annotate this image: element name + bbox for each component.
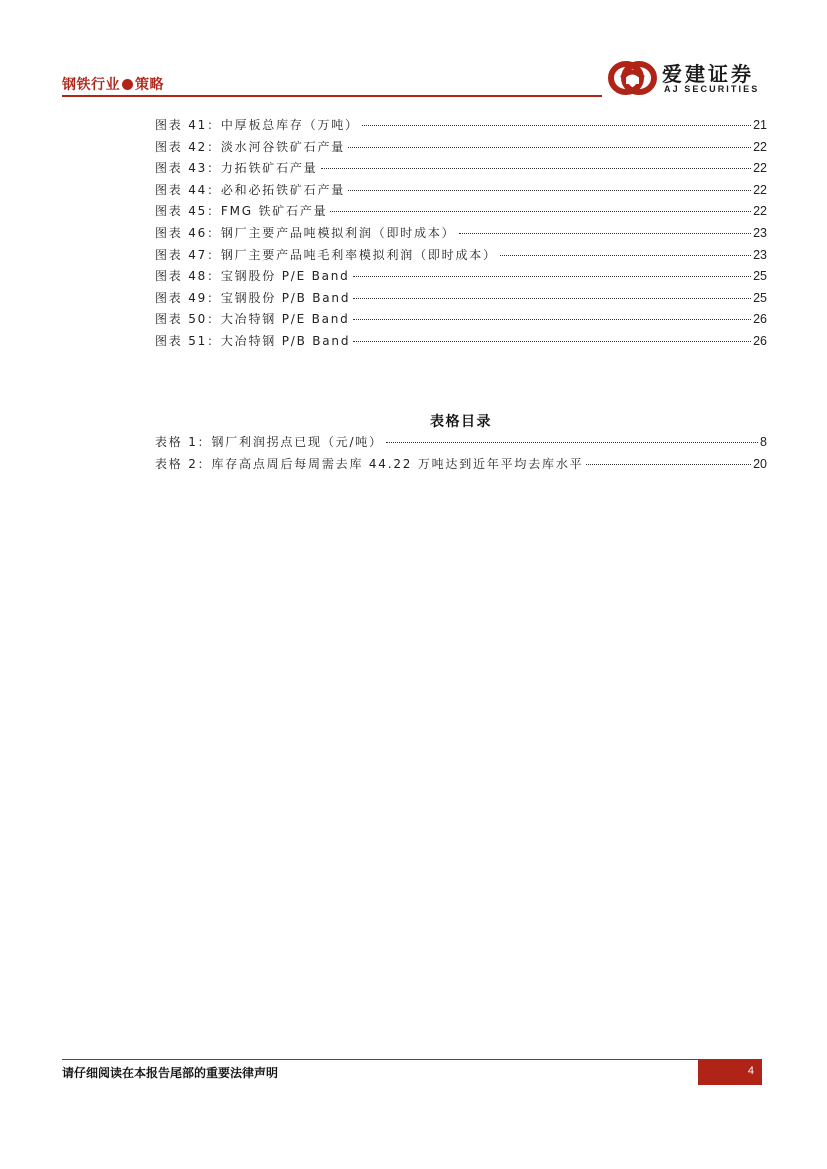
toc-entry[interactable]	[155, 159, 767, 181]
aj-logo-mark-icon	[608, 58, 658, 98]
toc-entry-page: 23	[753, 225, 767, 240]
toc-entry[interactable]	[155, 433, 767, 455]
toc-entry-label: 图表 44：必和必拓铁矿石产量	[155, 182, 346, 197]
toc-dot-leader	[353, 341, 751, 342]
footer-disclaimer: 请仔细阅读在本报告尾部的重要法律声明	[62, 1066, 279, 1080]
footer-divider	[62, 1059, 762, 1060]
toc-entry-label: 图表 51：大冶特钢 P/B Band	[155, 333, 351, 348]
toc-dot-leader	[353, 319, 752, 320]
toc-entry-page: 22	[753, 204, 767, 219]
toc-dot-leader	[386, 442, 758, 443]
company-logo	[608, 58, 768, 98]
toc-dot-leader	[348, 190, 751, 191]
toc-entry[interactable]	[155, 116, 767, 138]
toc-dot-leader	[362, 125, 751, 126]
toc-entry-page: 20	[753, 456, 767, 471]
toc-dot-leader	[348, 147, 751, 148]
toc-entry-label: 图表 46：钢厂主要产品吨模拟利润（即时成本）	[155, 225, 456, 240]
toc-entry[interactable]	[155, 181, 767, 203]
toc-entry[interactable]	[155, 332, 767, 354]
toc-entry-label: 表格 2：库存高点周后每周需去库 44.22 万吨达到近年平均去库水平	[155, 456, 584, 471]
toc-entry-page: 21	[753, 118, 767, 132]
toc-entry[interactable]	[155, 267, 767, 289]
header-section-title	[62, 74, 164, 94]
bullet-dot-icon	[122, 79, 133, 90]
toc-entry-page: 8	[760, 435, 767, 449]
toc-entry-label: 图表 45：FMG 铁矿石产量	[155, 204, 328, 219]
brand-name-cn: 爱建证券	[662, 62, 754, 86]
toc-entry[interactable]	[155, 246, 767, 268]
toc-entry-page: 26	[753, 333, 767, 348]
toc-entry-page: 23	[753, 247, 767, 262]
toc-entry-label: 表格 1：钢厂利润拐点已现（元/吨）	[155, 435, 383, 449]
toc-entry-label: 图表 43：力拓铁矿石产量	[155, 161, 318, 176]
toc-entry-page: 22	[753, 139, 767, 154]
toc-entry-label: 图表 47：钢厂主要产品吨毛利率模拟利润（即时成本）	[155, 247, 497, 262]
brand-name-en: AJ SECURITIES	[664, 84, 760, 94]
toc-entry-page: 26	[753, 312, 767, 327]
table-toc-list	[155, 433, 767, 476]
toc-entry[interactable]	[155, 224, 767, 246]
page-number: 4	[698, 1059, 762, 1085]
table-toc-title: 表格目录	[430, 414, 492, 430]
header-section-right: 策略	[135, 77, 164, 93]
toc-dot-leader	[353, 298, 751, 299]
toc-entry[interactable]	[155, 138, 767, 160]
toc-entry-page: 22	[753, 161, 767, 176]
header-divider	[62, 95, 602, 97]
toc-entry[interactable]	[155, 289, 767, 311]
header-section-left: 钢铁行业	[62, 77, 120, 93]
toc-entry-label: 图表 42：淡水河谷铁矿石产量	[155, 139, 346, 154]
toc-entry-page: 22	[753, 182, 767, 197]
toc-dot-leader	[586, 464, 751, 465]
toc-entry-label: 图表 50：大冶特钢 P/E Band	[155, 312, 350, 327]
toc-dot-leader	[500, 255, 751, 256]
toc-dot-leader	[330, 211, 751, 212]
toc-entry-label: 图表 41：中厚板总库存（万吨）	[155, 118, 359, 132]
toc-entry-label: 图表 49：宝钢股份 P/B Band	[155, 290, 351, 305]
figure-toc-list	[155, 116, 767, 354]
toc-entry[interactable]	[155, 455, 767, 477]
toc-dot-leader	[321, 168, 752, 169]
toc-dot-leader	[353, 276, 752, 277]
toc-entry-label: 图表 48：宝钢股份 P/E Band	[155, 269, 350, 284]
toc-entry[interactable]	[155, 310, 767, 332]
toc-dot-leader	[459, 233, 752, 234]
toc-entry[interactable]	[155, 202, 767, 224]
toc-entry-page: 25	[753, 269, 767, 284]
toc-entry-page: 25	[753, 290, 767, 305]
